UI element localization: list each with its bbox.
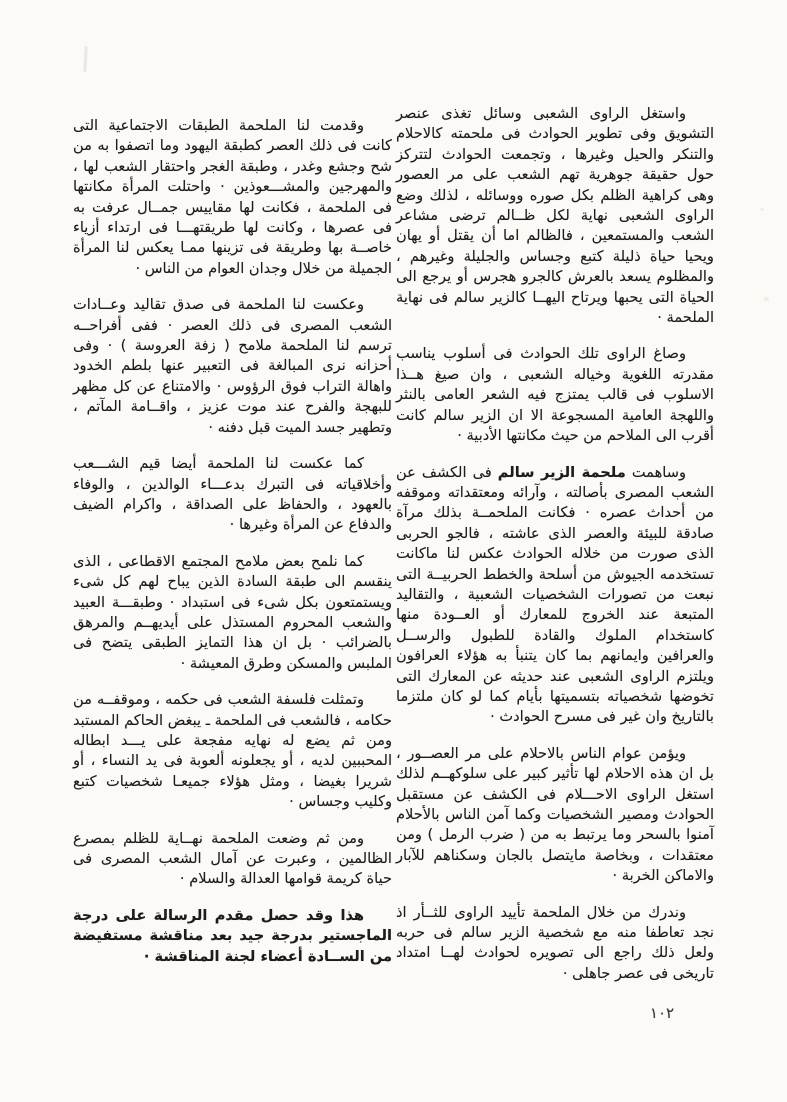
paragraph: كما عكست لنا الملحمة أيضا قيم الشـــعب وأخلاقياته فى التبرك بدعـــاء الوالدين ، والوفاء بالعهود ، والحفاظ على الصداقة ، واكرام الضيف والدفاع عن المرأة وغيرها · [73, 455, 392, 534]
column-right [396, 104, 714, 1000]
column-left [73, 116, 392, 983]
paragraph: ومن ثم وضعت الملحمة نهــاية للظلم بمصرع الظالمين ، وعبرت عن آمال الشعب المصرى فى حياة كريمة قوامها العدالة والسلام · [73, 829, 392, 888]
paragraph: وعكست لنا الملحمة فى صدق تقاليد وعــادات الشعب المصرى فى ذلك العصر · ففى أفراحــه ترسم لنا الملحمة ملامح ( زفة العروسة ) · وفى أحزانه نرى المبالغة فى التعبير عنها بلطم الخدود واهالة التراب فوق الرؤوس · والامتناع عن كل مظهر للبهجة والفرح عند موت عزيز ، واقــامة المآتم ، وتطهير جسد الميت قبل دفنه · [73, 296, 392, 436]
paragraph: وندرك من خلال الملحمة تأييد الراوى للثــأر اذ نجد تعاطفا منه مع شخصية الزير سالم فى حربه ولعل ذلك راجع الى تصويره لحوادث لهــا امتداد تاريخى فى عصر جاهلى · [396, 903, 714, 982]
paragraph: كما نلمح بعض ملامح المجتمع الاقطاعى ، الذى ينقسم الى طبقة السادة الذين يباح لهم كل شىء ويستمتعون بكل شىء فى استبداد · وطبقـــة العبيد والشعب المحروم المستذل على أيديهــم والمرهق بالضرائب · بل ان هذا التمايز الطبقى يتضح فى الملبس والمسكن وطرق المعيشة · [73, 552, 392, 672]
paragraph: وصاغ الراوى تلك الحوادث فى أسلوب يناسب مقدرته اللغوية وخياله الشعبى ، وان صيغ هــذا الاسلوب فى قالب يمتزج فيه الشعر العامى بالنثر واللهجة العامية المسجوعة الا ان الزير سالم كانت أقرب الى الملاحم من حيث مكانتها الأدبية · [396, 345, 714, 445]
scan-artifact [83, 46, 87, 72]
paragraph: وقدمت لنا الملحمة الطبقات الاجتماعية التى كانت فى ذلك العصر كطبقة اليهود وما اتصفوا به من شح وجشع وغدر ، وطبقة الغجر واحتقار الشعب لها ، والمهرجين والمشـــعوذين · واحتلت المرأة مكانتها فى الملحمة ، فكانت لها مقاييس جمــال عرفت به فى عصرها ، وكانت لها طريقتهـــا فى ارتداء أزياء خاصــة بها وطريقة فى تزينها ممـا يعكس لنا المرأة الجميلة من خلال وجدان العوام من الناس · [73, 117, 392, 277]
paragraph: ويؤمن عوام الناس بالاحلام على مر العصــور ، بل ان هذه الاحلام لها تأثير كبير على سلوكهــم لذلك استغل الراوى الاحـــلام فى الكشف عن مستقبل الحوادث ومصير الشخصيات وكما آمن الناس بالأحلام آمنوا بالسحر وما يرتبط به من ( ضرب الرمل ) ومن معتقدات ، وبخاصة مايتصل بالجان وسكناهم للآبار والاماكن الخربة · [396, 744, 714, 885]
thesis-result-paragraph: هذا وقد حصل مقدم الرسالة على درجة الماجستير بدرجة جيد بعد مناقشة مستفيضة من الســادة أعضاء لجنة المناقشة · [73, 906, 392, 965]
paragraph [396, 463, 714, 728]
paragraph: واستغل الراوى الشعبى وسائل تغذى عنصر التشويق وفى تطوير الحوادث فى ملحمته كالاحلام والتنكر والحيل وغيرها ، وتجمعت الحوادث لتتركز حول حقيقة جوهرية تهم الشعب على مر العصور وهى كراهية الظلم بكل صوره ووسائله ، لذلك وضع الراوى الشعبى نهاية لكل ظــالم ترضى مشاعر الشعب والمستمعين ، فالظالم اما أن يقتل أو يهان ويحيا حياة ذليلة كتبع وجساس والجليلة وغيرهم ، والمظلوم يسعد بالعرش كالجرو هجرس أو يرجع الى الحياة التى يحبها ويرتاح اليهــا كالزير سالم فى نهاية الملحمة · [396, 105, 714, 327]
scan-artifact [760, 208, 764, 211]
page-number: ١٠٢ [649, 1004, 675, 1022]
paragraph-text: وساهمت [625, 463, 687, 481]
paragraph-text: فى الكشف عن الشعب المصرى بأصالته ، وآرائه ومعتقداته وموقفه من أحداث عصره · فكانت الملحمــة بذلك مرآة صادقة للبيئة والعصر الذى عاشته ، فالجو الحربى الذى صورت من خلاله الحوادث عكس لنا ماكانت تستخدمه الجيوش من أسلحة والخطط الحربيــة التى نبعت من تصورات الشخصيات الشعبية ، والتقاليد المتبعة عند الخروج للمعارك أو العــودة منها كاستخدام الملوك والقادة للطبول والرســل والعرافين وايمانهم بما كان يتنبأ به هؤلاء العرافون ويلتزم الراوى الشعبى عند حديثه عن المعارك التى تخوضها شخصياته بتسميتها بأيام كما لو كان ملتزما بالتاريخ وان غير فى مسرح الحوادث · [396, 463, 714, 726]
epic-title-bold-text: ملحمة الزير سالم [497, 463, 626, 481]
paragraph: وتمثلت فلسفة الشعب فى حكمه ، وموقفــه من حكامه ، فالشعب فى الملحمة ـ يبغض الحاكم المستبد ومن ثم يضع له نهايه مفجعة على يـــد ابطاله المحببين لديه ، أو يجعلونه ألعوبة فى يد النساء ، أو شريرا بغيضا ، ومثل هؤلاء جميعـا شخصيات كتبع وكليب وجساس · [73, 691, 392, 811]
scan-artifact [764, 297, 769, 301]
